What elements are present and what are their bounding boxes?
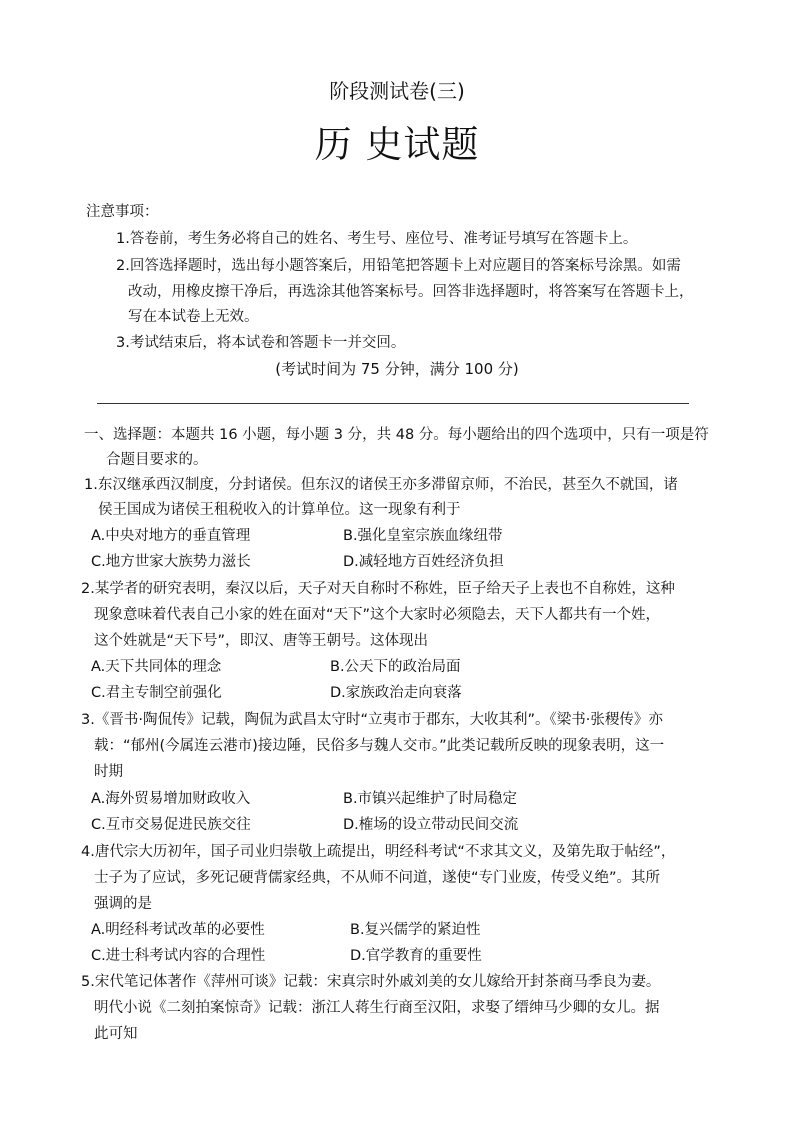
exam-subtitle: 阶段测试卷(三) — [329, 79, 465, 103]
question-4-option-b: B.复兴儒学的紧迫性 — [350, 922, 481, 938]
question-2-option-c: C.君主专制空前强化 — [91, 685, 222, 701]
question-1-line-1: 1.东汉继承西汉制度，分封诸侯。但东汉的诸侯王亦多滞留京师，不治民，甚至久不就国，诸 — [84, 477, 678, 493]
question-3-line-2: 载：“郁州(今属连云港市)接边陲，民俗多与魏人交市。”此类记载所反映的现象表明，这一 — [94, 738, 665, 754]
question-2-line-2: 现象意味着代表自己小家的姓在面对“天下”这个大家时必须隐去，天下人都共有一个姓， — [94, 607, 661, 623]
section-heading-line-2: 合题目要求的。 — [106, 452, 208, 468]
notice-item-1: 1.答卷前，考生务必将自己的姓名、考生号、座位号、准考证号填写在答题卡上。 — [116, 231, 638, 247]
section-heading-line-1: 一、选择题：本题共 16 小题，每小题 3 分，共 48 分。每小题给出的四个选项中，只有一项是符 — [84, 427, 709, 443]
exam-title: 历 史试题 — [314, 123, 480, 166]
question-1-line-2: 侯王国成为诸侯王租税收入的计算单位。这一现象有利于 — [98, 502, 461, 518]
question-3-option-d: D.榷场的设立带动民间交流 — [343, 817, 519, 833]
notice-heading: 注意事项： — [86, 204, 159, 220]
question-1-option-b: B.强化皇室宗族血缘纽带 — [343, 528, 503, 544]
question-2-line-1: 2.某学者的研究表明，秦汉以后，天子对天自称时不称姓，臣子给天子上表也不自称姓，这种 — [81, 581, 675, 597]
question-1-option-c: C.地方世家大族势力滋长 — [91, 554, 251, 570]
question-5-line-1: 5.宋代笔记体著作《萍州可谈》记载：宋真宗时外戚刘美的女儿嫁给开封茶商马季良为妻。 — [81, 974, 661, 990]
question-3-line-1: 3.《晋书·陶侃传》记载，陶侃为武昌太守时“立夷市于郡东，大收其利”。《梁书·张稷传》亦 — [81, 712, 663, 728]
notice-item-2-line-2: 改动，用橡皮擦干净后，再选涂其他答案标号。回答非选择题时，将答案写在答题卡上， — [128, 284, 694, 300]
question-4-option-a: A.明经科考试改革的必要性 — [91, 922, 265, 938]
question-4-line-3: 强调的是 — [94, 896, 152, 912]
notice-item-3: 3.考试结束后，将本试卷和答题卡一并交回。 — [116, 335, 406, 351]
section-divider — [97, 403, 689, 404]
question-5-line-3: 此可知 — [94, 1026, 138, 1042]
question-3-option-c: C.互市交易促进民族交往 — [91, 817, 251, 833]
question-1-option-a: A.中央对地方的垂直管理 — [91, 528, 251, 544]
question-2-option-b: B.公天下的政治局面 — [330, 659, 461, 675]
question-3-line-3: 时期 — [94, 764, 123, 780]
question-4-option-c: C.进士科考试内容的合理性 — [91, 948, 266, 964]
notice-item-2-line-3: 写在本试卷上无效。 — [128, 309, 259, 325]
question-3-option-a: A.海外贸易增加财政收入 — [91, 791, 251, 807]
question-1-option-d: D.减轻地方百姓经济负担 — [343, 554, 504, 570]
question-5-line-2: 明代小说《二刻拍案惊奇》记载：浙江人蒋生行商至汉阳，求娶了缙绅马少卿的女儿。据 — [94, 1000, 660, 1016]
question-2-line-3: 这个姓就是“天下号”，即汉、唐等王朝号。这体现出 — [94, 633, 429, 649]
question-4-option-d: D.官学教育的重要性 — [350, 948, 482, 964]
question-2-option-d: D.家族政治走向衰落 — [330, 685, 462, 701]
question-4-line-1: 4.唐代宗大历初年，国子司业归崇敬上疏提出，明经科考试“不求其文义，及第先取于帖经”， — [81, 844, 676, 860]
question-4-line-2: 士子为了应试，多死记硬背儒家经典，不从师不问道，遂使“专门业废，传受义绝”。其所 — [94, 870, 661, 886]
question-2-option-a: A.天下共同体的理念 — [91, 659, 222, 675]
exam-time-note: (考试时间为 75 分钟，满分 100 分) — [275, 360, 519, 378]
notice-item-2-line-1: 2.回答选择题时，选出每小题答案后，用铅笔把答题卡上对应题目的答案标号涂黑。如需 — [116, 258, 681, 274]
question-3-option-b: B.市镇兴起维护了时局稳定 — [343, 791, 518, 807]
